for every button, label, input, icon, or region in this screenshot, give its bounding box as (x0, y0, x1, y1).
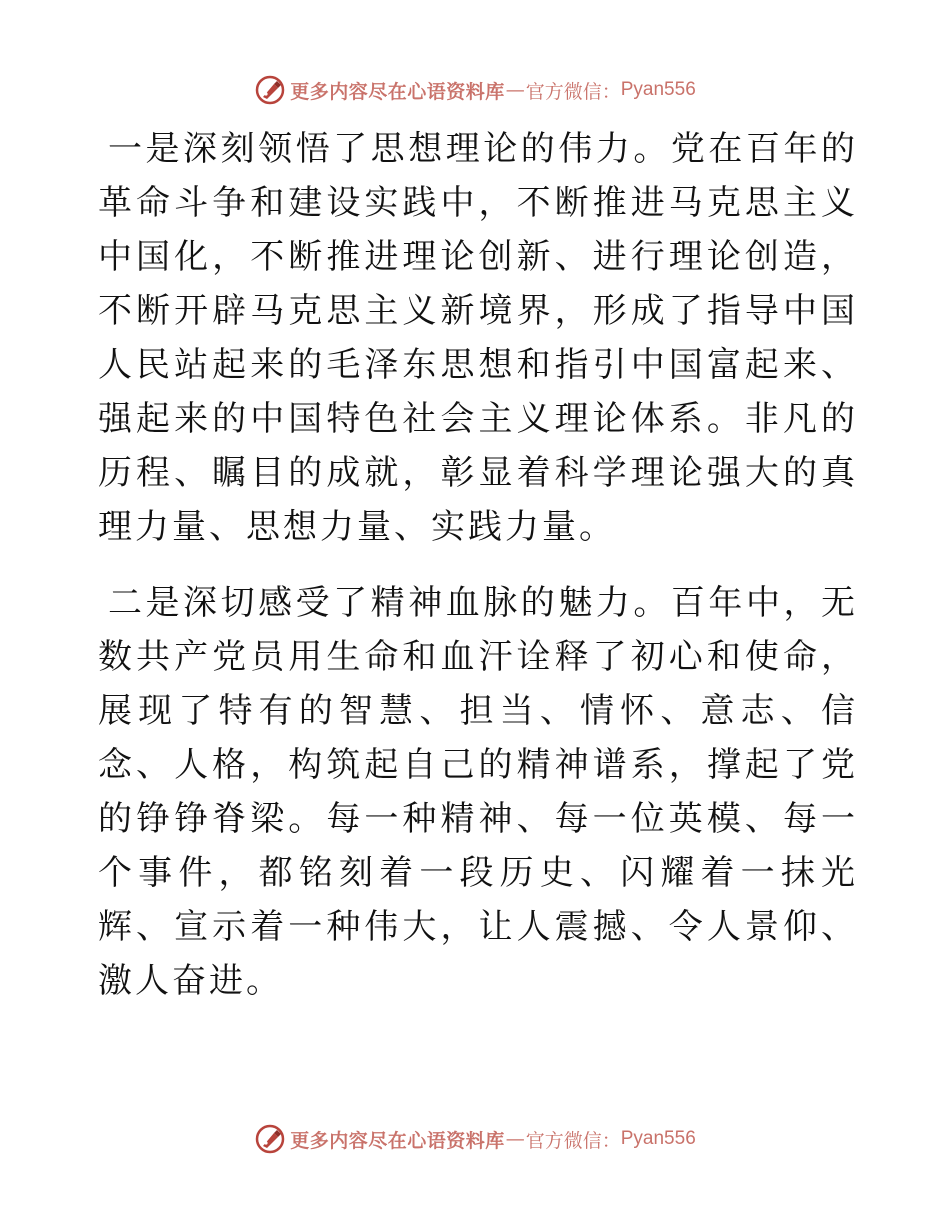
document-body (98, 122, 858, 1030)
paragraph-2: 二是深切感受了精神血脉的魅力。百年中，无数共产党员用生命和血汗诠释了初心和使命，展现了特有的智慧、担当、情怀、意志、信念、人格，构筑起自己的精神谱系，撑起了党的铮铮脊梁。每一种精神、每一位英模、每一个事件，都铭刻着一段历史、闪耀着一抹光辉、宣示着一种伟大，让人震撼、令人景仰、激人奋进。 (98, 583, 858, 1001)
pen-nib-logo-icon (254, 1123, 286, 1155)
paragraph-1: 一是深刻领悟了思想理论的伟力。党在百年的革命斗争和建设实践中，不断推进马克思主义中国化，不断推进理论创新、进行理论创造，不断开辟马克思主义新境界，形成了指导中国人民站起来的毛泽东思想和指引中国富起来、强起来的中国特色社会主义理论体系。非凡的历程、瞩目的成就，彰显着科学理论强大的真理力量、思想力量、实践力量。 (98, 129, 858, 547)
pen-nib-logo-icon (254, 74, 286, 106)
footer-banner (0, 1122, 950, 1156)
footer-wechat-id: Pyan556 (620, 1128, 696, 1149)
header-wechat-id: Pyan556 (620, 79, 696, 100)
footer-brand-text: 更多内容尽在心语资料库 (290, 1129, 505, 1152)
header-dash: — (505, 79, 525, 101)
header-wechat-label: 官方微信： (525, 80, 621, 103)
footer-wechat-label: 官方微信： (525, 1129, 621, 1152)
header-brand-text: 更多内容尽在心语资料库 (290, 80, 505, 103)
header-banner (0, 73, 950, 107)
footer-dash: — (505, 1128, 525, 1150)
